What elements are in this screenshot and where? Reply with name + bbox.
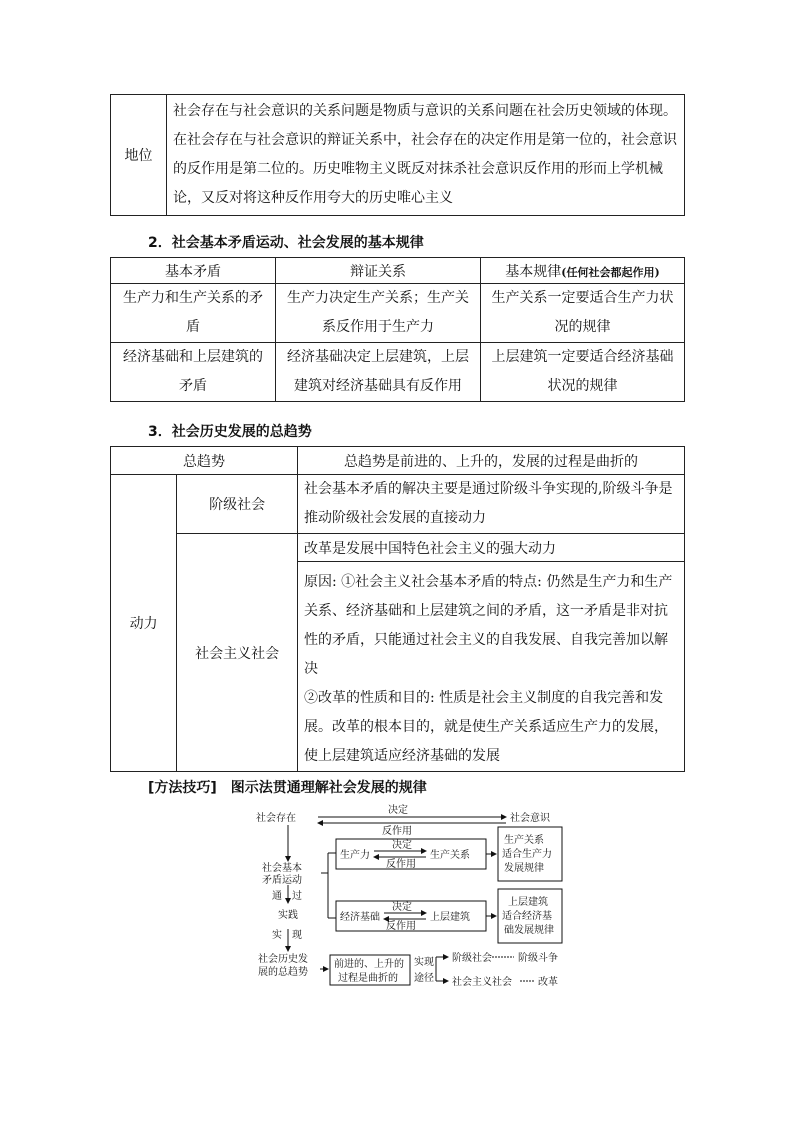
decides-label-2: 决定	[392, 902, 412, 913]
trend-box-line-1: 前进的、上升的	[334, 959, 404, 970]
law2-line-1: 上层建筑	[508, 897, 548, 908]
relations-of-production-label: 生产关系	[430, 850, 470, 861]
reacts-label-1: 反作用	[386, 859, 416, 870]
reason-text-2: ②改革的性质和目的: 性质是社会主义制度的自我完善和发展。改革的根本目的，就是使生产关系适应生产力的发展，使上层建筑适应经济基础的发展	[304, 690, 668, 764]
reason-cell	[298, 562, 685, 772]
power-label: 动力	[111, 475, 177, 772]
productive-forces-label: 生产力	[340, 850, 370, 861]
through-label: 通 过	[272, 891, 302, 902]
status-table	[110, 94, 685, 216]
trend-label-2: 展的总趋势	[258, 967, 308, 978]
social-existence-label: 社会存在	[256, 813, 296, 824]
table-cell: 经济基础和上层建筑的矛盾	[111, 343, 276, 402]
table-cell: 生产力决定生产关系；生产关系反作用于生产力	[276, 284, 481, 343]
header-basic-law	[481, 258, 685, 284]
method-heading: [方法技巧] 图示法贯通理解社会发展的规律	[148, 780, 427, 796]
contradiction-table	[110, 257, 685, 402]
class-society-node: 阶级社会	[452, 953, 492, 964]
trend-label: 总趋势	[111, 447, 298, 475]
trend-table	[110, 446, 685, 772]
basic-contradiction-label-2: 矛盾运动	[262, 875, 302, 886]
table-cell: 经济基础决定上层建筑，上层建筑对经济基础具有反作用	[276, 343, 481, 402]
law1-line-3: 发展规律	[504, 863, 544, 874]
decides-label-top: 决定	[388, 805, 408, 816]
header-basic-law-note: (任何社会都起作用)	[561, 265, 660, 279]
reason-text: 原因: ①社会主义社会基本矛盾的特点: 仍然是生产力和生产关系、经济基础和上层建筑之间的矛盾，这一矛盾是非对抗性的矛盾，只能通过社会主义的自我发展、自我完善加以解决	[304, 574, 673, 677]
law1-line-1: 生产关系	[504, 835, 544, 846]
trend-label-1: 社会历史发	[258, 954, 308, 965]
header-dialectic-relation: 辩证关系	[276, 258, 481, 284]
class-society-text: 社会基本矛盾的解决主要是通过阶级斗争实现的,阶级斗争是推动阶级社会发展的直接动力	[298, 475, 685, 534]
basic-contradiction-label-1: 社会基本	[262, 863, 302, 874]
law2-line-3: 础发展规律	[504, 925, 554, 936]
status-label: 地位	[111, 95, 167, 216]
social-development-diagram	[248, 803, 578, 993]
trend-box-line-2: 过程是曲折的	[338, 973, 398, 984]
reform-text: 改革是发展中国特色社会主义的强大动力	[298, 534, 685, 562]
trend-text: 总趋势是前进的、上升的，发展的过程是曲折的	[298, 447, 685, 475]
law2-line-2: 适合经济基	[502, 911, 552, 922]
law1-line-2: 适合生产力	[502, 849, 552, 860]
economic-base-label: 经济基础	[340, 912, 380, 923]
socialist-society-node: 社会主义社会	[452, 977, 512, 988]
path-label-1: 实现	[414, 957, 434, 968]
class-struggle-node: 阶级斗争	[518, 953, 558, 964]
section-2-heading: 2．社会基本矛盾运动、社会发展的基本规律	[148, 235, 424, 251]
class-society-label: 阶级社会	[177, 475, 298, 534]
reform-node: 改革	[538, 977, 558, 988]
socialist-society-label: 社会主义社会	[177, 534, 298, 772]
practice-label: 实践	[278, 910, 298, 921]
superstructure-label: 上层建筑	[430, 912, 470, 923]
social-consciousness-label: 社会意识	[510, 813, 550, 824]
reacts-label-2: 反作用	[386, 921, 416, 932]
table-cell: 生产力和生产关系的矛盾	[111, 284, 276, 343]
realize-label: 实 现	[272, 930, 302, 941]
section-3-heading: 3．社会历史发展的总趋势	[148, 424, 312, 440]
header-basic-contradiction: 基本矛盾	[111, 258, 276, 284]
reacts-label-top: 反作用	[382, 826, 412, 837]
table-cell: 上层建筑一定要适合经济基础状况的规律	[481, 343, 685, 402]
path-label-2: 途径	[414, 973, 434, 984]
decides-label-1: 决定	[392, 840, 412, 851]
header-basic-law-text: 基本规律	[505, 263, 562, 280]
status-content: 社会存在与社会意识的关系问题是物质与意识的关系问题在社会历史领域的体现。在社会存在与社会意识的辩证关系中，社会存在的决定作用是第一位的，社会意识的反作用是第二位的。历史唯物主义既反对抹杀社会意识反作用的形而上学机械论，又反对将这种反作用夸大的历史唯心主义	[167, 95, 685, 216]
table-cell: 生产关系一定要适合生产力状况的规律	[481, 284, 685, 343]
